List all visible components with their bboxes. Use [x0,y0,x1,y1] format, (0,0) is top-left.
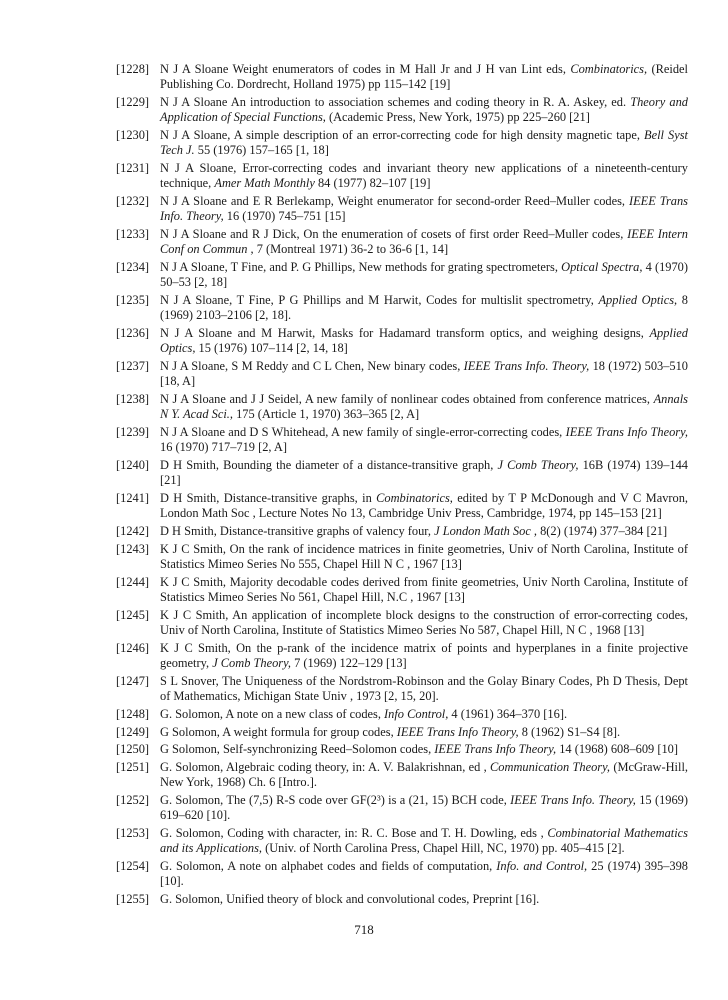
reference-text [160,491,688,520]
reference-text [160,326,688,355]
reference-number: [1250] [116,742,150,757]
reference-number: [1254] [116,859,150,874]
reference-source-title: J London Math Soc , [434,524,538,538]
reference-text [160,194,688,223]
reference-source-title: Amer Math Monthly [214,176,315,191]
reference-text-segment: 7 (1969) 122–129 [13] [291,656,407,670]
reference-source-title: IEEE Trans Info. Theory, [463,359,590,373]
reference-text-segment: 8 (1969) 2103–2106 [2, 18]. [160,293,688,323]
reference-text-segment: 18 (1972) 503–510 [18, A] [160,359,688,389]
reference-entry [116,793,688,823]
reference-entry [116,458,688,488]
reference-entry [116,326,688,356]
reference-text [160,674,688,703]
reference-text [160,359,688,388]
reference-text-segment: 8(2) (1974) 377–384 [21] [537,524,668,538]
reference-source-title: IEEE Intern Conf on Commun , [160,227,688,257]
reference-source-title: Info Control, [384,706,449,721]
reference-entry [116,491,688,521]
reference-entry [116,425,688,455]
reference-text-segment: S L Snover, The Uniqueness of the Nordstrom-Robinson and the Golay Binary Codes, Ph D Thesis, Dept of Mathematics, Michigan State Univ , 1973 [2, 15, 20]. [160,673,688,703]
reference-number: [1246] [116,640,150,655]
reference-number: [1252] [116,793,150,808]
reference-text [160,95,688,124]
reference-text-segment: 175 (Article 1, 1970) 363–365 [2, A] [232,407,420,422]
reference-text-segment: N J A Sloane, T Fine, and P. G Phillips, New methods for grating spectrometers, [160,260,562,274]
reference-text-segment: G Solomon, A weight formula for group codes, [160,724,397,739]
reference-number: [1245] [116,607,150,622]
reference-text-segment: 55 (1976) 157–165 [1, 18] [194,143,329,158]
reference-text-segment: G Solomon, Self-synchronizing Reed–Solomon codes, [160,742,435,757]
reference-text [160,742,678,756]
reference-text [160,293,688,322]
reference-text-segment: G. Solomon, The (7,5) R-S code over GF(2³) is a (21, 15) BCH code, [160,793,511,808]
reference-text-segment: (Univ. of North Carolina Press, Chapel Hill, NC, 1970) pp. 405–415 [2]. [262,841,625,856]
reference-entry [116,892,688,907]
reference-entry [116,641,688,671]
reference-text-segment: K J C Smith, Majority decodable codes derived from finite geometries, Univ North Carolina, Institute of Statistics Mimeo Series No 561, Chapel Hill, N.C , 1967 [13] [160,574,688,604]
reference-text [160,826,688,855]
reference-entry [116,608,688,638]
reference-number: [1248] [116,706,150,721]
reference-text-segment: (Reidel Publishing Co. Dordrecht, Holland 1975) pp 115–142 [19] [160,62,688,92]
reference-source-title: Bell Syst Tech J. [160,128,689,158]
reference-entry [116,293,688,323]
reference-number: [1255] [116,892,150,907]
reference-source-title: IEEE Trans Info Theory, [565,425,688,439]
reference-entry [116,260,688,290]
reference-number: [1238] [116,392,150,406]
reference-number: [1249] [116,724,150,739]
reference-number: [1230] [116,128,150,142]
reference-number: [1232] [116,194,150,208]
reference-text [160,62,688,91]
reference-entry [116,95,688,125]
reference-source-title: Optical Spectra, [561,260,643,274]
reference-entry [116,524,688,539]
reference-text-segment: D H Smith, Distance-transitive graphs, in [160,491,377,505]
reference-text-segment: 4 (1970) 50–53 [2, 18] [160,260,688,290]
reference-text [160,608,688,637]
reference-text-segment: N J A Sloane, A simple description of an error-correcting code for high density magnetic tape, [160,128,645,142]
reference-source-title: J Comb Theory, [497,458,579,472]
reference-number: [1235] [116,293,150,307]
reference-entry [116,859,688,889]
reference-text [160,425,688,454]
reference-text-segment: 16 (1970) 745–751 [15] [223,209,346,224]
reference-number: [1228] [116,62,150,76]
reference-text [160,725,620,739]
reference-source-title: IEEE Trans Info Theory, [434,742,557,757]
reference-text-segment: N J A Sloane and J J Seidel, A new family of nonlinear codes obtained from conference matrices, [160,392,654,406]
reference-text-segment: 14 (1968) 608–609 [10] [556,742,678,757]
reference-number: [1233] [116,227,150,241]
reference-text-segment: 4 (1961) 364–370 [16]. [448,706,568,721]
reference-number: [1251] [116,760,150,775]
reference-entry [116,161,688,191]
reference-text-segment: 25 (1974) 395–398 [10]. [160,859,688,889]
reference-text-segment: N J A Sloane and E R Berlekamp, Weight enumerator for second-order Reed–Muller codes, [160,194,629,208]
reference-list [116,62,688,910]
reference-text [160,707,567,721]
reference-text-segment: G. Solomon, A note on alphabet codes and fields of computation, [160,859,497,874]
reference-source-title: Annals N Y. Acad Sci., [160,392,688,422]
page-number: 718 [354,922,374,937]
reference-entry [116,194,688,224]
reference-text-segment: 16B (1974) 139–144 [21] [160,458,688,488]
reference-entry [116,542,688,572]
reference-entry [116,575,688,605]
reference-source-title: Combinatorics, [376,491,453,505]
reference-text-segment: K J C Smith, An application of incomplete block designs to the construction of error-correcting codes, Univ of North Carolina, Institute of Statistics Mimeo Series No 587, Chapel Hill, N C , 1968 [13] [160,607,688,637]
reference-source-title: Combinatorics, [570,62,648,76]
reference-source-title: IEEE Trans Info. Theory, [510,793,636,808]
reference-text [160,542,688,571]
reference-text-segment: 16 (1970) 717–719 [2, A] [160,440,287,455]
reference-source-title: Applied Optics, [160,326,688,356]
reference-source-title: Info. and Control, [496,859,588,874]
reference-entry [116,707,688,722]
reference-text-segment: K J C Smith, On the rank of incidence matrices in finite geometries, Univ of North Carolina, Institute of Statistics Mimeo Series No 555, Chapel Hill N C , 1967 [13] [160,541,688,571]
reference-text-segment: 15 (1976) 107–114 [2, 14, 18] [195,341,348,356]
reference-text [160,793,688,822]
reference-number: [1247] [116,673,150,688]
reference-text-segment: edited by T P McDonough and V C Mavron, London Math Soc , Lecture Notes No 13, Cambridge Univ Press, Cambridge, 1974, pp 145–153 [21] [160,491,689,521]
reference-text-segment: D H Smith, Distance-transitive graphs of valency four, [160,524,435,538]
reference-text-segment: 7 (Montreal 1971) 36-2 to 36-6 [1, 14] [253,242,449,257]
reference-number: [1234] [116,260,150,274]
reference-text-segment: D H Smith, Bounding the diameter of a distance-transitive graph, [160,458,498,472]
reference-text-segment: K J C Smith, On the p-rank of the incidence matrix of points and hyperplanes in a finite projective geometry, [160,640,688,670]
reference-source-title: Applied Optics, [598,293,678,307]
reference-text-segment: N J A Sloane and R J Dick, On the enumeration of cosets of first order Reed–Muller codes, [160,227,628,241]
reference-text-segment: (McGraw-Hill, New York, 1968) Ch. 6 [Intro.]. [160,760,688,790]
reference-text-segment: G. Solomon, Coding with character, in: R. C. Bose and T. H. Dowling, eds , [160,826,548,841]
reference-number: [1253] [116,826,150,841]
reference-text [160,128,688,157]
reference-source-title: Communication Theory, [490,760,611,775]
reference-entry [116,742,688,757]
reference-text [160,458,688,487]
reference-text-segment: N J A Sloane, T Fine, P G Phillips and M Harwit, Codes for multislit spectrometry, [160,293,599,307]
reference-number: [1237] [116,359,150,373]
reference-text-segment: G. Solomon, Unified theory of block and convolutional codes, Preprint [16]. [160,892,540,907]
reference-text-segment: N J A Sloane, S M Reddy and C L Chen, New binary codes, [160,359,464,373]
reference-entry [116,826,688,856]
reference-text [160,859,688,888]
reference-entry [116,760,688,790]
reference-text-segment: N J A Sloane, Error-correcting codes and invariant theory new applications of a nineteenth-century technique, [160,161,688,191]
reference-text-segment: G. Solomon, A note on a new class of codes, [160,706,385,721]
reference-source-title: J Comb Theory, [212,656,292,670]
reference-text [160,161,688,190]
reference-entry [116,359,688,389]
reference-text-segment: 84 (1977) 82–107 [19] [314,176,431,191]
reference-entry [116,674,688,704]
reference-number: [1244] [116,574,150,589]
reference-text [160,524,667,538]
reference-entry [116,227,688,257]
reference-text-segment: (Academic Press, New York, 1975) pp 225–260 [21] [325,110,590,125]
reference-number: [1243] [116,541,150,556]
reference-number: [1229] [116,95,150,109]
reference-number: [1236] [116,326,150,340]
reference-text-segment: G. Solomon, Algebraic coding theory, in: A. V. Balakrishnan, ed , [160,760,491,775]
reference-text [160,760,688,789]
reference-number: [1242] [116,524,150,538]
reference-source-title: IEEE Trans Info. Theory, [160,194,689,224]
reference-text [160,260,688,289]
reference-number: [1231] [116,161,150,175]
reference-text [160,575,688,604]
reference-source-title: Theory and Application of Special Functions, [160,95,688,125]
reference-text [160,392,688,421]
reference-number: [1241] [116,491,150,505]
reference-text-segment: N J A Sloane and M Harwit, Masks for Hadamard transform optics, and weighing designs, [160,326,650,340]
reference-entry [116,128,688,158]
reference-text-segment: N J A Sloane An introduction to association schemes and coding theory in R. A. Askey, ed. [160,95,631,109]
reference-text [160,892,539,906]
reference-number: [1239] [116,425,150,439]
reference-number: [1240] [116,458,150,472]
reference-entry [116,392,688,422]
reference-text-segment: N J A Sloane Weight enumerators of codes in M Hall Jr and J H van Lint eds, [160,62,571,76]
reference-text [160,641,688,670]
reference-source-title: Combinatorial Mathematics and its Applications, [160,826,688,856]
reference-text-segment: N J A Sloane and D S Whitehead, A new family of single-error-correcting codes, [160,425,566,439]
reference-text-segment: 8 (1962) S1–S4 [8]. [518,724,621,739]
reference-entry [116,62,688,92]
reference-entry [116,725,688,740]
reference-text [160,227,688,256]
reference-text-segment: 15 (1969) 619–620 [10]. [160,793,688,823]
reference-source-title: IEEE Trans Info Theory, [396,724,519,739]
